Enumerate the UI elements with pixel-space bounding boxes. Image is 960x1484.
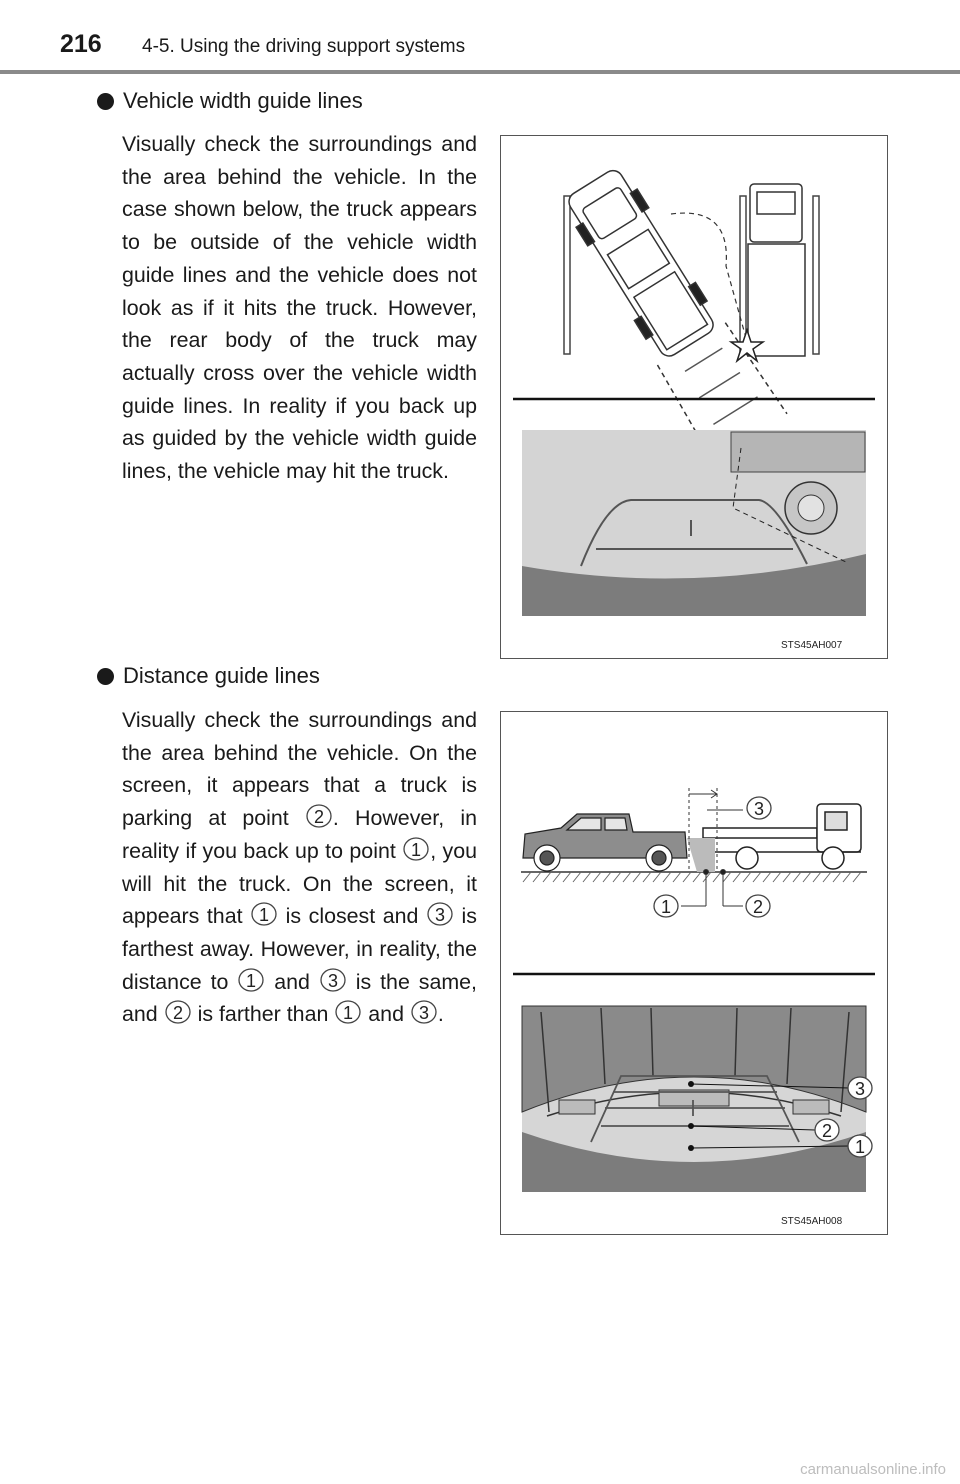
number-badge-icon <box>250 901 278 927</box>
label-1: 1 <box>660 897 672 917</box>
badge-number: 2 <box>313 807 324 828</box>
badge-number: 3 <box>418 1003 429 1024</box>
parking-diagram <box>553 159 819 460</box>
bullet-icon <box>97 668 114 685</box>
badge-number: 1 <box>259 905 270 926</box>
text-run: is farthest away. However, in reality, the distance to <box>122 904 477 994</box>
number-badge-icon <box>164 999 192 1025</box>
section-heading-width <box>97 88 363 114</box>
text-run: is farther than <box>191 1002 335 1027</box>
screen-label-3: 3 <box>854 1079 866 1099</box>
number-badge-icon <box>319 967 347 993</box>
camera-screen <box>522 1006 866 1192</box>
text-run: is closest and <box>278 904 426 929</box>
text-run: . However, in reality if you back up to point <box>122 806 477 863</box>
screen-label-2: 2 <box>821 1121 833 1141</box>
side-view-diagram <box>521 788 867 906</box>
figure-width-guide <box>500 135 888 659</box>
text-run: and <box>265 969 319 994</box>
number-badge-icon <box>237 967 265 993</box>
camera-screen <box>522 430 866 616</box>
page-number: 216 <box>60 30 102 58</box>
header-rule <box>0 70 960 74</box>
figure-distance-guide <box>500 711 888 1235</box>
chapter-title: 4-5. Using the driving support systems <box>142 36 466 57</box>
text-run: is the same, and <box>122 969 477 1027</box>
section-heading-distance <box>97 663 320 689</box>
badge-number: 1 <box>411 839 422 860</box>
parked-truck <box>748 184 805 356</box>
label-3: 3 <box>753 799 765 819</box>
badge-number: 1 <box>343 1003 354 1024</box>
figure-code: STS45AH007 <box>781 640 843 651</box>
text-run: . <box>437 1002 444 1027</box>
watermark: carmanualsonline.info <box>800 1461 946 1478</box>
number-badge-icon <box>402 836 430 862</box>
badge-number: 2 <box>172 1003 183 1024</box>
number-badge-icon <box>334 999 362 1025</box>
text-run: and <box>362 1002 410 1027</box>
text-run: Visually check the surroundings and the area behind the vehicle. On the screen, it appears that a truck is parking at point <box>122 708 477 831</box>
flatbed-truck <box>703 804 861 869</box>
figure-code: STS45AH008 <box>781 1216 843 1227</box>
label-2: 2 <box>752 897 764 917</box>
section-heading-text: Vehicle width guide lines <box>123 88 363 113</box>
badge-number: 1 <box>246 970 257 991</box>
section-heading-text: Distance guide lines <box>123 663 320 688</box>
bullet-icon <box>97 93 114 110</box>
number-badge-icon <box>426 901 454 927</box>
number-badge-icon <box>305 803 333 829</box>
number-badge-icon <box>410 999 438 1025</box>
width-guide-paragraph: Visually check the surroundings and the area behind the vehicle. In the case shown below, the truck appears to be outside of the vehicle width guide lines and the vehicle does not look as if it hits the truck. However, the rear body of the truck may actually cross over the vehicle width guide lines. In reality if you back up as guided by the vehicle width guide lines, the vehicle may hit the truck. <box>122 132 477 484</box>
text-run: , you will hit the truck. On the screen, it appears that <box>122 838 478 929</box>
distance-guide-paragraph <box>122 704 477 1031</box>
badge-number: 3 <box>327 970 338 991</box>
screen-label-1: 1 <box>854 1137 866 1157</box>
pickup-truck <box>523 814 687 871</box>
badge-number: 3 <box>434 905 445 926</box>
